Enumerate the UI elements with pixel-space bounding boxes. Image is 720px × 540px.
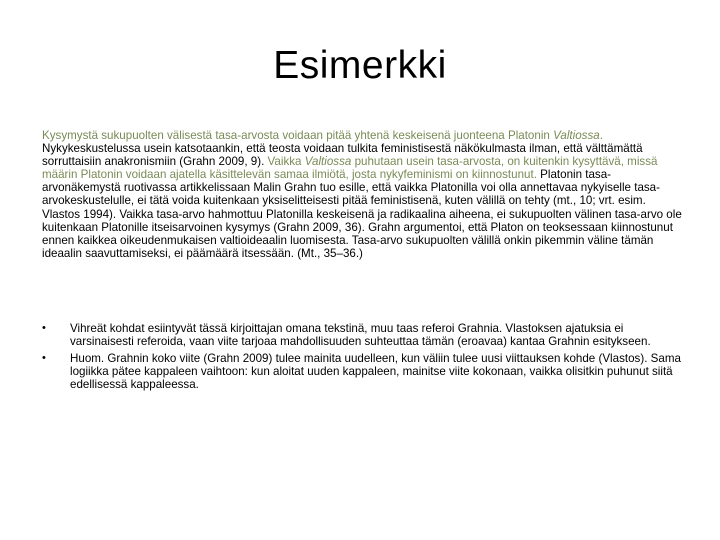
book-title-italic: Valtiossa [304,155,352,169]
list-item [42,352,682,391]
own-text-segment: . [599,129,603,142]
bullet-text: Vihreät kohdat esiintyvät tässä kirjoittajan omana tekstinä, muu taas referoi Grahnia. Vlastoksen ajatuksia ei varsinaisesti referoida, vaan viite tarjoaa mahdollisuuden suhteuttaa tämän (eroavaa) kantaa Grahnin esitykseen. [70,322,651,349]
slide-title: Esimerkki [273,44,447,87]
own-text-segment: Vaikka [267,155,305,169]
paraphrase-segment: Platonin tasa-arvonäkemystä ruotivassa artikkelissaan Malin Grahn tuo esille, että vaikka Platonilla voi olla annettavaa nykyiselle tasa-arvokeskustelulle, ei tätä voida kuitenkaan yksiselitteisesti pitää feministisenä, kuten välillä on tehty (mt., 10; vrt. esim. Vlastos 1994). Vaikka tasa-arvo hahmottuu Platonilla keskeisenä ja radikaalina aiheena, ei sukupuolten välinen tasa-arvo ole kuitenkaan Platonille itseisarvoinen kysymys (Grahn 2009, 36). Grahn argumentoi, että Platon on teoksessaan kiinnostunut ennen kaikkea oikeudenmukaisen valtioideaalin luomisesta. Tasa-arvo sukupuolten välillä onkin pikemmin väline tämän ideaalin saavuttamiseksi, ei päämäärä itsessään. (Mt., 35–36.) [42,168,682,260]
bullet-icon: • [42,322,46,334]
example-paragraph [42,129,682,260]
own-text-segment: Kysymystä sukupuolten välisestä tasa-arvosta voidaan pitää yhtenä keskeisenä juonteena Platonin [42,129,554,142]
own-text-segment: puhutaan usein tasa-arvosta, on kuitenkin kysyttävä, missä määrin Platonin voidaan ajatella käsittelevän samaa ilmiötä, josta nykyfeminismi on kiinnostunut. [42,155,658,182]
paraphrase-segment: Nykykeskustelussa usein katsotaankin, että teosta voidaan tulkita feministisestä näkökulmasta ilman, että välttämättä sorruttaisiin anakronismiin (Grahn 2009, 9). [42,142,643,169]
bullet-text: Huom. Grahnin koko viite (Grahn 2009) tulee mainita uudelleen, kun väliin tulee uusi viittauksen kohde (Vlastos). Sama logiikka pätee kappaleen vaihtoon: kun aloitat uuden kappaleen, mainitse viite kokonaan, vaikka olisitkin puhunut siitä edellisessä kappaleessa. [70,352,681,392]
bullet-list [42,322,682,395]
bullet-icon: • [42,352,46,365]
list-item [42,322,682,348]
book-title-italic: Valtiossa [553,129,600,142]
